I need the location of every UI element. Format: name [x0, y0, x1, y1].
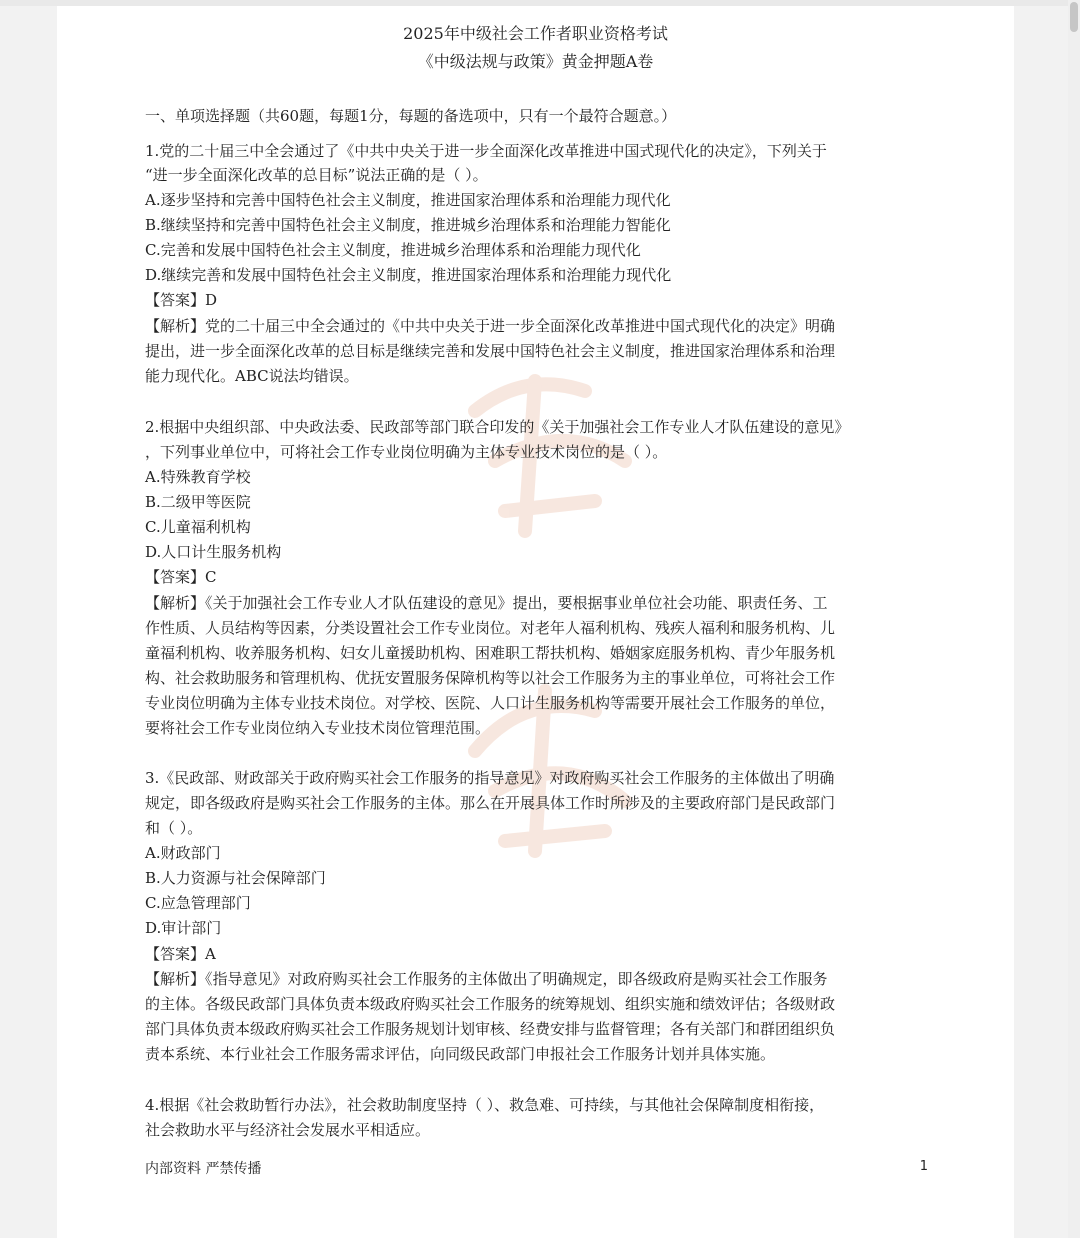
- footer-confidential-note: 内部资料 严禁传播: [145, 1161, 262, 1177]
- vertical-scrollbar[interactable]: [1068, 0, 1080, 1238]
- question-3-answer: 【答案】A: [145, 945, 216, 963]
- question-4-stem-line: 4.根据《社会救助暂行办法》，社会救助制度坚持（ ）、救急难、可持续，与其他社会保障制度相衔接，: [145, 1096, 825, 1114]
- question-3-option-c: C.应急管理部门: [145, 894, 251, 912]
- section-heading: 一、单项选择题（共60题，每题1分，每题的备选项中，只有一个最符合题意。）: [145, 107, 677, 125]
- question-3-option-d: D.审计部门: [145, 919, 222, 937]
- page-number: 1: [919, 1159, 928, 1174]
- question-2-analysis-line: 作性质、人员结构等因素，分类设置社会工作专业岗位。对老年人福利机构、残疾人福利和服务机构、儿: [145, 619, 836, 637]
- question-1-analysis-line: 提出，进一步全面深化改革的总目标是继续完善和发展中国特色社会主义制度，推进国家治理体系和治理: [145, 342, 836, 360]
- question-2-answer: 【答案】C: [145, 568, 217, 586]
- question-1-answer: 【答案】D: [145, 291, 218, 309]
- question-1-option-b: B.继续坚持和完善中国特色社会主义制度，推进城乡治理体系和治理能力智能化: [145, 216, 671, 234]
- document-page: [57, 6, 1014, 1238]
- question-2-analysis-line: 构、社会救助服务和管理机构、优抚安置服务保障机构等以社会工作服务为主的事业单位，可将社会工作: [145, 669, 836, 687]
- question-2-stem-line: ，下列事业单位中，可将社会工作专业岗位明确为主体专业技术岗位的是（ ）。: [145, 443, 668, 461]
- question-4-stem-line: 社会救助水平与经济社会发展水平相适应。: [145, 1121, 431, 1139]
- question-3-option-a: A.财政部门: [145, 844, 221, 862]
- question-1-stem-line: “进一步全面深化改革的总目标”说法正确的是（ ）。: [145, 166, 488, 184]
- question-3-option-b: B.人力资源与社会保障部门: [145, 869, 326, 887]
- question-3-analysis-line: 的主体。各级民政部门具体负责本级政府购买社会工作服务的统筹规划、组织实施和绩效评估；各级财政: [145, 995, 836, 1013]
- question-1-stem-line: 1.党的二十届三中全会通过了《中共中央关于进一步全面深化改革推进中国式现代化的决定》，下列关于: [145, 142, 827, 160]
- question-2-analysis-line: 童福利机构、收养服务机构、妇女儿童援助机构、困难职工帮扶机构、婚姻家庭服务机构、青少年服务机: [145, 644, 836, 662]
- scrollbar-thumb[interactable]: [1070, 2, 1078, 32]
- question-1-analysis-line: 【解析】党的二十届三中全会通过的《中共中央关于进一步全面深化改革推进中国式现代化的决定》明确: [145, 317, 836, 335]
- document-subtitle: 《中级法规与政策》黄金押题A卷: [417, 52, 654, 71]
- question-2-option-c: C.儿童福利机构: [145, 518, 251, 536]
- question-2-option-a: A.特殊教育学校: [145, 468, 251, 486]
- question-3-analysis-line: 责本系统、本行业社会工作服务需求评估，向同级民政部门申报社会工作服务计划并具体实施。: [145, 1045, 776, 1063]
- question-3-stem-line: 规定，即各级政府是购买社会工作服务的主体。那么在开展具体工作时所涉及的主要政府部门是民政部门: [145, 794, 836, 812]
- question-2-analysis-line: 【解析】《关于加强社会工作专业人才队伍建设的意见》提出，要根据事业单位社会功能、职责任务、工: [145, 594, 828, 612]
- question-1-option-a: A.逐步坚持和完善中国特色社会主义制度，推进国家治理体系和治理能力现代化: [145, 191, 671, 209]
- question-3-stem-line: 3.《民政部、财政部关于政府购买社会工作服务的指导意见》对政府购买社会工作服务的主体做出了明确: [145, 769, 835, 787]
- question-1-option-c: C.完善和发展中国特色社会主义制度，推进城乡治理体系和治理能力现代化: [145, 241, 641, 259]
- question-3-analysis-line: 【解析】《指导意见》对政府购买社会工作服务的主体做出了明确规定，即各级政府是购买社会工作服务: [145, 970, 828, 988]
- question-2-analysis-line: 要将社会工作专业岗位纳入专业技术岗位管理范围。: [145, 719, 491, 737]
- question-2-stem-line: 2.根据中央组织部、中央政法委、民政部等部门联合印发的《关于加强社会工作专业人才队伍建设的意见》: [145, 418, 850, 436]
- question-1-option-d: D.继续完善和发展中国特色社会主义制度，推进国家治理体系和治理能力现代化: [145, 266, 672, 284]
- question-3-analysis-line: 部门具体负责本级政府购买社会工作服务规划计划审核、经费安排与监督管理；各有关部门和群团组织负: [145, 1020, 836, 1038]
- question-2-option-d: D.人口计生服务机构: [145, 543, 282, 561]
- question-3-stem-line: 和（ ）。: [145, 819, 203, 837]
- question-2-option-b: B.二级甲等医院: [145, 493, 251, 511]
- document-title: 2025年中级社会工作者职业资格考试: [403, 24, 668, 43]
- question-1-analysis-line: 能力现代化。ABC说法均错误。: [145, 367, 359, 385]
- question-2-analysis-line: 专业岗位明确为主体专业技术岗位。对学校、医院、人口计生服务机构等需要开展社会工作服务的单位，: [145, 694, 836, 712]
